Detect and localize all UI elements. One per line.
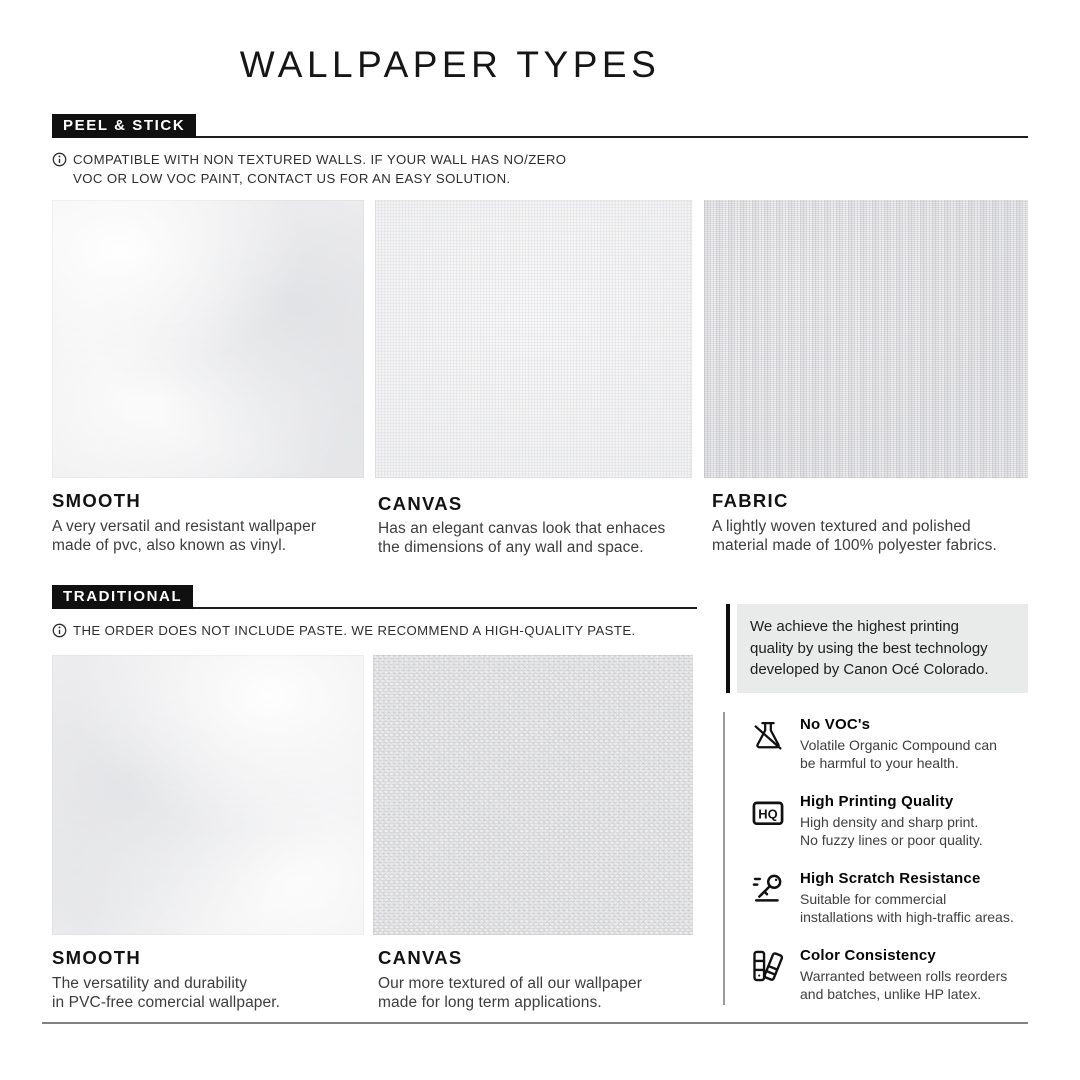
feature-title: Color Consistency	[800, 947, 936, 964]
quote-line2: quality by using the best technology	[750, 639, 988, 657]
info-icon	[52, 152, 67, 167]
color-swatches-icon	[750, 948, 786, 984]
traditional-note-line1: THE ORDER DOES NOT INCLUDE PASTE. WE RECOMMEND A HIGH-QUALITY PASTE.	[73, 623, 636, 638]
smooth-label: SMOOTH	[52, 490, 141, 511]
traditional-badge: TRADITIONAL	[52, 585, 193, 609]
page-title: WALLPAPER TYPES	[239, 44, 661, 85]
svg-text:HQ: HQ	[758, 806, 778, 822]
canvas-traditional-description-line2: made for long term applications.	[378, 994, 602, 1011]
no-voc-flask-icon	[750, 718, 786, 754]
smooth-traditional-swatch-image	[52, 655, 364, 935]
quote-box	[737, 604, 1028, 693]
canvas-label: CANVAS	[378, 493, 463, 514]
feature-desc-line1: Volatile Organic Compound can	[800, 737, 997, 753]
feature-desc-line1: Warranted between rolls reorders	[800, 968, 1008, 984]
bottom-divider	[42, 1022, 1028, 1024]
smooth-description-line1: A very versatil and resistant wallpaper	[52, 518, 317, 535]
feature-desc-line2: No fuzzy lines or poor quality.	[800, 832, 983, 848]
peel-stick-divider	[52, 136, 1028, 138]
canvas-traditional-label: CANVAS	[378, 947, 463, 968]
hq-badge-icon	[750, 795, 786, 831]
smooth-swatch-image	[52, 200, 364, 478]
feature-desc-line2: installations with high-traffic areas.	[800, 909, 1014, 925]
quote-accent-bar	[726, 604, 730, 693]
info-icon	[52, 623, 67, 638]
fabric-description-line1: A lightly woven textured and polished	[712, 518, 971, 535]
feature-desc-line2: be harmful to your health.	[800, 755, 959, 771]
peel-stick-badge: PEEL & STICK	[52, 114, 196, 138]
canvas-description-line2: the dimensions of any wall and space.	[378, 539, 644, 556]
scratch-key-icon	[750, 870, 786, 906]
fabric-description-line2: material made of 100% polyester fabrics.	[712, 537, 997, 554]
sidebar-vertical-divider	[723, 712, 725, 1005]
fabric-swatch-image	[704, 200, 1028, 478]
quote-line1: We achieve the highest printing	[750, 618, 960, 635]
fabric-label: FABRIC	[712, 490, 789, 511]
canvas-swatch-image	[375, 200, 692, 478]
quote-line3: developed by Canon Océ Colorado.	[750, 661, 989, 678]
canvas-traditional-description-line1: Our more textured of all our wallpaper	[378, 975, 642, 992]
feature-desc-line1: Suitable for commercial	[800, 891, 947, 907]
canvas-description-line1: Has an elegant canvas look that enhaces	[378, 520, 666, 537]
smooth-description-line2: made of pvc, also known as vinyl.	[52, 537, 287, 554]
feature-title: High Scratch Resistance	[800, 870, 981, 887]
smooth-traditional-description-line2: in PVC-free comercial wallpaper.	[52, 994, 281, 1011]
smooth-traditional-label: SMOOTH	[52, 947, 141, 968]
feature-title: High Printing Quality	[800, 793, 954, 810]
peel-stick-note-line1: COMPATIBLE WITH NON TEXTURED WALLS. IF YOUR WALL HAS NO/ZERO	[73, 152, 567, 167]
feature-desc-line2: and batches, unlike HP latex.	[800, 986, 982, 1002]
canvas-traditional-swatch-image	[373, 655, 693, 935]
feature-title: No VOC's	[800, 716, 871, 733]
feature-desc-line1: High density and sharp print.	[800, 814, 979, 830]
smooth-traditional-description-line1: The versatility and durability	[52, 975, 248, 992]
peel-stick-note-line2: VOC OR LOW VOC PAINT, CONTACT US FOR AN EASY SOLUTION.	[73, 171, 511, 186]
